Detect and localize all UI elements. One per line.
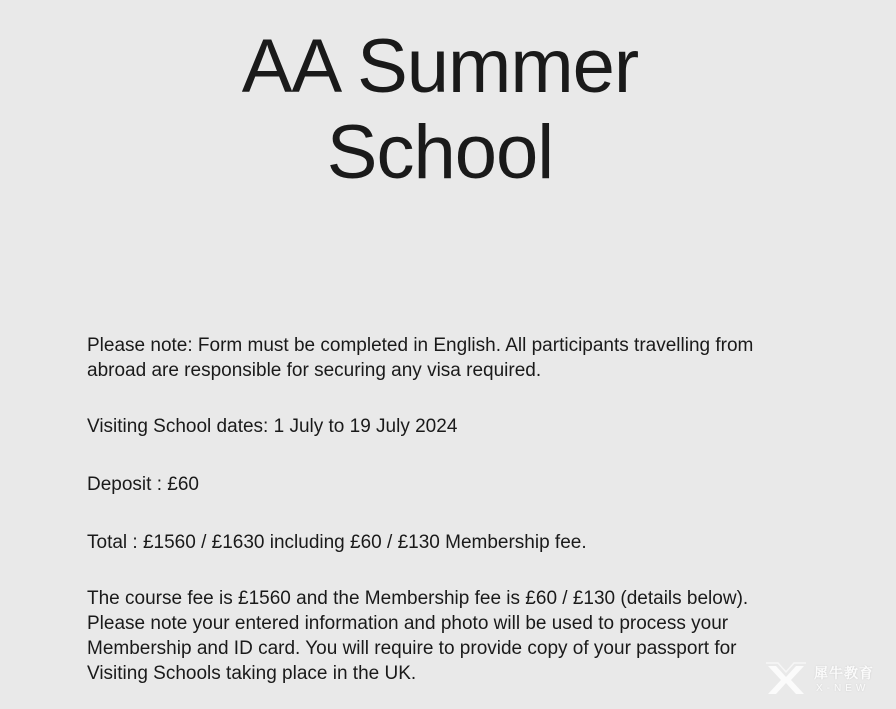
watermark-sub-text: X-NEW — [816, 683, 870, 694]
page-title-line-2: School — [326, 110, 554, 195]
watermark-brand-text: 犀牛教育 — [814, 665, 874, 681]
page-title — [0, 24, 880, 196]
brand-watermark — [764, 661, 890, 701]
language-visa-note: Please note: Form must be completed in English. All participants travelling from abroad are responsible for securing any visa required. — [87, 335, 754, 381]
page-title-block — [0, 24, 880, 196]
form-intro-content — [87, 333, 777, 686]
total-fee: Total : £1560 / £1630 including £60 / £130 Membership fee. — [87, 532, 587, 553]
x-logo-icon — [764, 661, 808, 699]
visiting-school-dates: Visiting School dates: 1 July to 19 July 2024 — [87, 416, 458, 437]
page-title-line-1: AA Summer — [241, 24, 639, 109]
deposit-amount: Deposit : £60 — [87, 474, 199, 495]
fee-details-note: The course fee is £1560 and the Membership fee is £60 / £130 (details below). Please note your entered information and photo will be used to process your Membership and ID card. You will require to provide copy of your passport for Visiting Schools taking place in the UK. — [87, 588, 749, 684]
